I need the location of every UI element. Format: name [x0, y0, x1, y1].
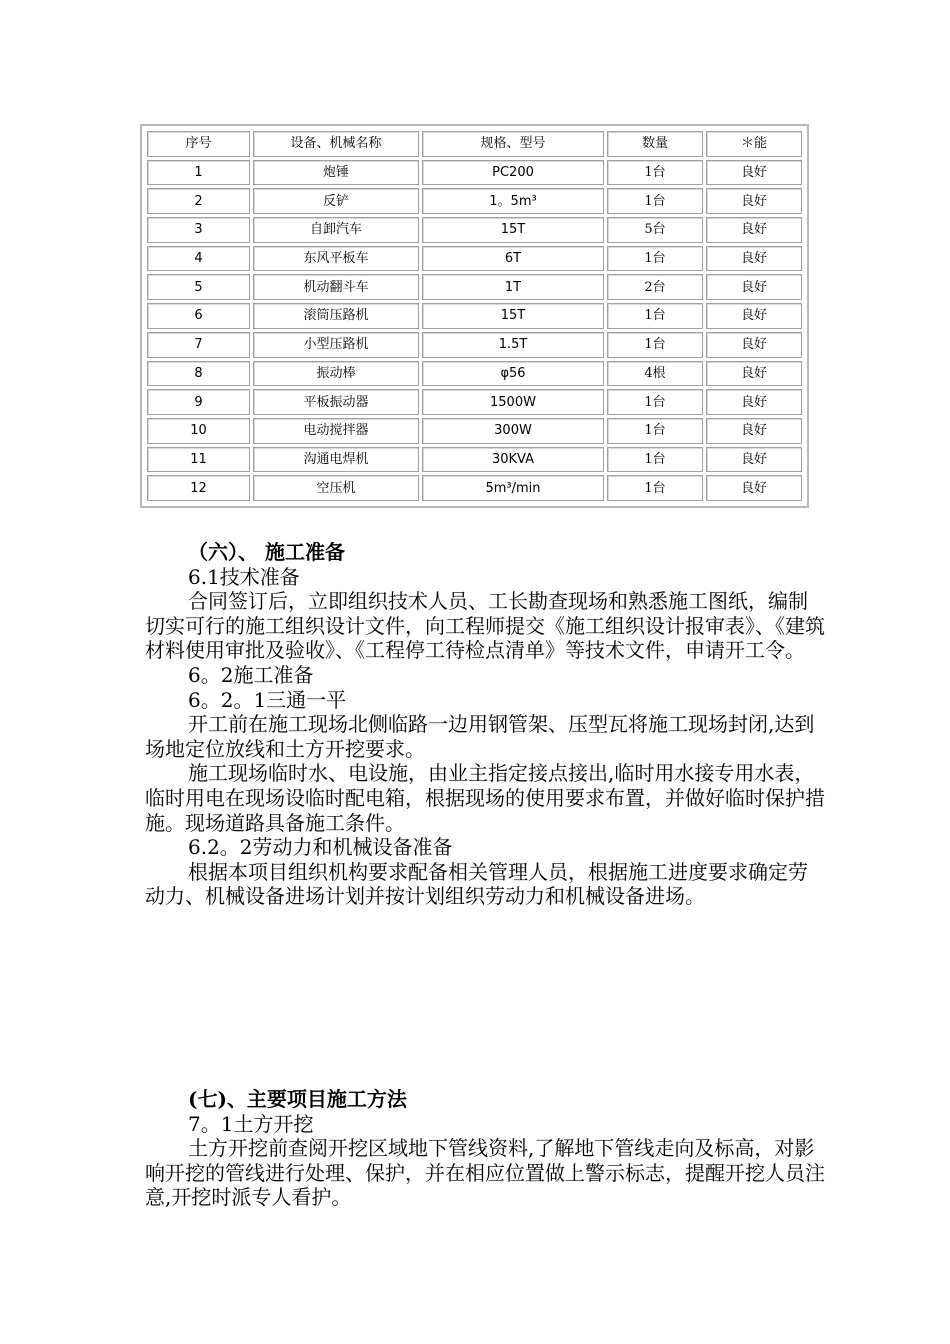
- table-cell: 良好: [706, 389, 802, 415]
- table-cell: 1台: [607, 303, 703, 329]
- table-cell: 1。5m³: [422, 188, 604, 214]
- section-7: [145, 1087, 825, 1210]
- table-row: [147, 361, 802, 387]
- table-cell: 30KVA: [422, 447, 604, 473]
- table-row: [147, 447, 802, 473]
- table-row: [147, 303, 802, 329]
- header-cell: 规格、型号: [422, 131, 604, 157]
- paragraph-6-1: 合同签订后，立即组织技术人员、工长勘查现场和熟悉施工图纸，编制切实可行的施工组织设计文件，向工程师提交《施工组织设计报审表》、《建筑材料使用审批及验收》、《工程停工待检点清单》等技术文件，申请开工令。: [145, 589, 825, 663]
- paragraph-7-1: 土方开挖前查阅开挖区域地下管线资料,了解地下管线走向及标高，对影响开挖的管线进行处理、保护，并在相应位置做上警示标志，提醒开挖人员注意,开挖时派专人看护。: [145, 1136, 825, 1210]
- table-row: [147, 389, 802, 415]
- table-cell: 良好: [706, 188, 802, 214]
- table-cell: 振动棒: [253, 361, 419, 387]
- table-cell: 6: [147, 303, 250, 329]
- table-cell: 电动搅拌器: [253, 418, 419, 444]
- table-cell: 8: [147, 361, 250, 387]
- table-cell: 4: [147, 246, 250, 272]
- table-cell: 1台: [607, 389, 703, 415]
- table-cell: 4根: [607, 361, 703, 387]
- table-cell: 1: [147, 160, 250, 186]
- table-cell: 9: [147, 389, 250, 415]
- paragraph-6-2-1a: 开工前在施工现场北侧临路一边用钢管架、压型瓦将施工现场封闭,达到场地定位放线和土方开挖要求。: [145, 712, 815, 761]
- table-cell: PC200: [422, 160, 604, 186]
- table-cell: 1台: [607, 188, 703, 214]
- table-row: [147, 188, 802, 214]
- table-cell: 1台: [607, 332, 703, 358]
- table-cell: 1台: [607, 475, 703, 501]
- table-cell: 1T: [422, 274, 604, 300]
- table-cell: 良好: [706, 217, 802, 243]
- table-cell: 1台: [607, 246, 703, 272]
- section-7-heading: (七)、主要项目施工方法: [188, 1087, 407, 1111]
- table-cell: 5: [147, 274, 250, 300]
- table-cell: 东风平板车: [253, 246, 419, 272]
- table-cell: 2台: [607, 274, 703, 300]
- table-row: [147, 246, 802, 272]
- table-cell: 300W: [422, 418, 604, 444]
- table-cell: 炮锤: [253, 160, 419, 186]
- section-6: [145, 540, 825, 909]
- table-cell: 滚筒压路机: [253, 303, 419, 329]
- header-cell: 序号: [147, 131, 250, 157]
- table-cell: 5台: [607, 217, 703, 243]
- table-cell: 沟通电焊机: [253, 447, 419, 473]
- table-cell: 良好: [706, 246, 802, 272]
- table-cell: 1台: [607, 418, 703, 444]
- table-cell: 良好: [706, 361, 802, 387]
- table-cell: 15T: [422, 217, 604, 243]
- paragraph-6-2-1b: 施工现场临时水、电设施，由业主指定接点接出,临时用水接专用水表，临时用电在现场设临时配电箱，根据现场的使用要求布置，并做好临时保护措施。现场道路具备施工条件。: [145, 761, 825, 835]
- table-cell: 2: [147, 188, 250, 214]
- subheading-6-2: 6。2施工准备: [188, 662, 314, 687]
- header-cell: 设备、机械名称: [253, 131, 419, 157]
- subheading-6-2-2: 6.2。2劳动力和机械设备准备: [188, 835, 453, 860]
- table-cell: 5m³/min: [422, 475, 604, 501]
- table-cell: 空压机: [253, 475, 419, 501]
- subheading-6-2-1: 6。2。1三通一平: [188, 687, 347, 712]
- table-cell: 平板振动器: [253, 389, 419, 415]
- header-cell: ＊能: [706, 131, 802, 157]
- table-row: [147, 475, 802, 501]
- table-row: [147, 160, 802, 186]
- table-cell: 1.5T: [422, 332, 604, 358]
- table-cell: 10: [147, 418, 250, 444]
- table-cell: 良好: [706, 274, 802, 300]
- paragraph-6-2-2: 根据本项目组织机构要求配备相关管理人员，根据施工进度要求确定劳动力、机械设备进场计划并按计划组织劳动力和机械设备进场。: [145, 859, 808, 909]
- equipment-table: [140, 124, 809, 508]
- subheading-6-1: 6.1技术准备: [188, 564, 300, 589]
- table-cell: 良好: [706, 332, 802, 358]
- table-cell: 机动翻斗车: [253, 274, 419, 300]
- table-cell: 良好: [706, 475, 802, 501]
- table-header-row: [147, 131, 802, 157]
- table-cell: 11: [147, 447, 250, 473]
- table-row: [147, 274, 802, 300]
- table-cell: 12: [147, 475, 250, 501]
- table-cell: 3: [147, 217, 250, 243]
- subheading-7-1: 7。1土方开挖: [188, 1111, 314, 1136]
- table-cell: 自卸汽车: [253, 217, 419, 243]
- table-cell: 小型压路机: [253, 332, 419, 358]
- table-cell: 良好: [706, 447, 802, 473]
- table-cell: 良好: [706, 418, 802, 444]
- table-cell: 良好: [706, 160, 802, 186]
- table-cell: φ56: [422, 361, 604, 387]
- table-row: [147, 418, 802, 444]
- table-cell: 良好: [706, 303, 802, 329]
- table-cell: 1500W: [422, 389, 604, 415]
- table-row: [147, 217, 802, 243]
- table-cell: 反铲: [253, 188, 419, 214]
- header-cell: 数量: [607, 131, 703, 157]
- section-6-heading: （六）、 施工准备: [188, 540, 345, 564]
- table-cell: 1台: [607, 160, 703, 186]
- table-cell: 7: [147, 332, 250, 358]
- table-cell: 1台: [607, 447, 703, 473]
- table-cell: 15T: [422, 303, 604, 329]
- table-cell: 6T: [422, 246, 604, 272]
- table-row: [147, 332, 802, 358]
